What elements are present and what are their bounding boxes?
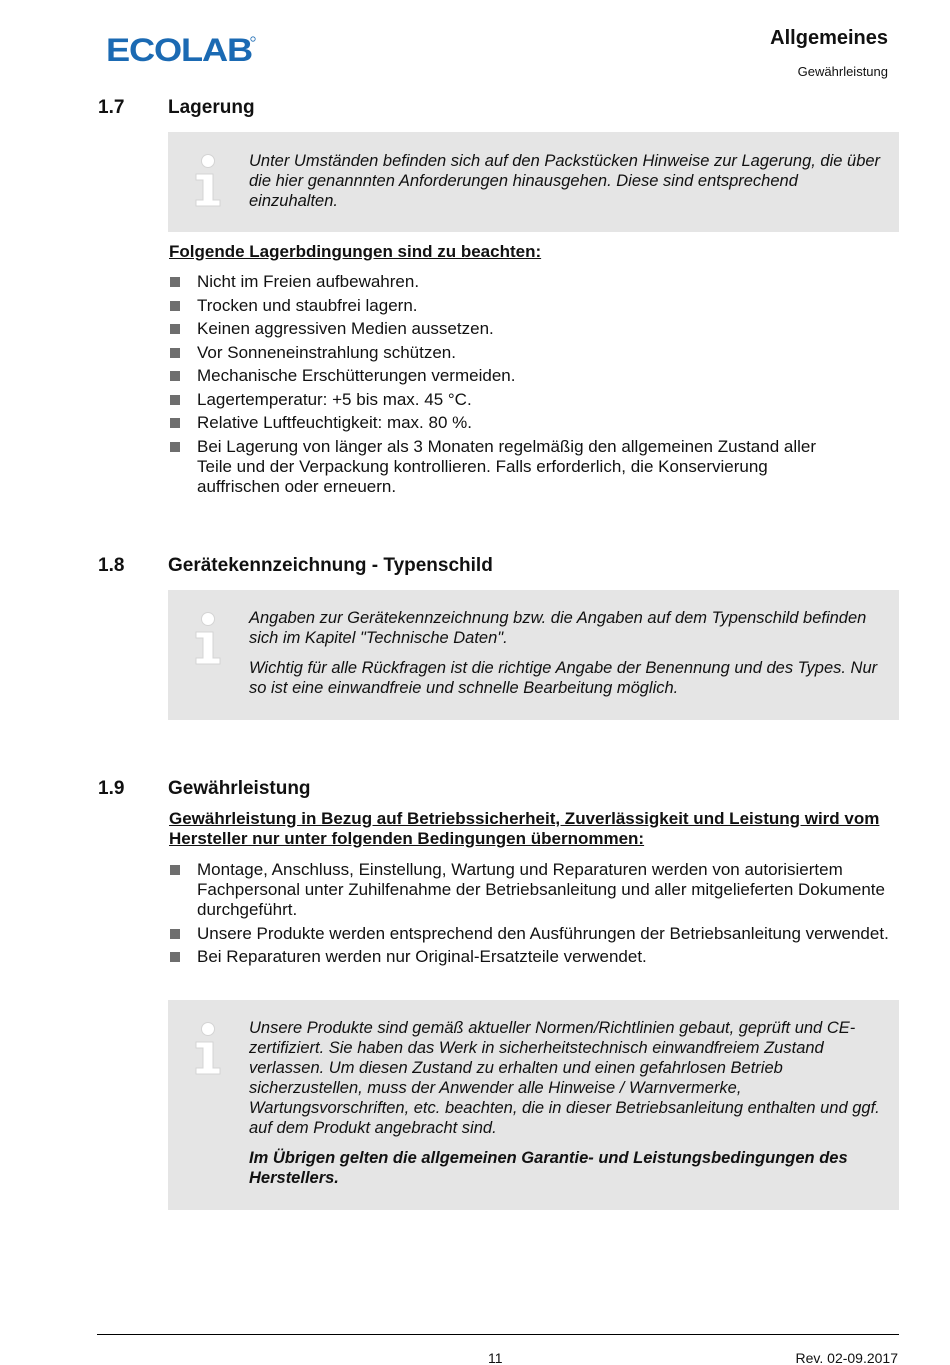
storage-conditions-list bbox=[169, 272, 895, 500]
list-item: Keinen aggressiven Medien aussetzen. bbox=[169, 319, 895, 339]
info-text bbox=[249, 1018, 883, 1188]
revision-label: Rev. 02-09.2017 bbox=[795, 1350, 898, 1365]
info-paragraph-bold: Im Übrigen gelten die allgemeinen Garantie- und Leistungsbedingungen des Herstellers. bbox=[249, 1149, 848, 1187]
info-icon bbox=[192, 152, 224, 208]
list-item: Unsere Produkte werden entsprechend den Ausführungen der Betriebsanleitung verwendet. bbox=[169, 924, 895, 944]
svg-text:ECOLAB: ECOLAB bbox=[106, 33, 252, 65]
ecolab-logo bbox=[106, 33, 256, 65]
footer-divider bbox=[97, 1334, 899, 1335]
square-bullet-icon bbox=[170, 277, 180, 287]
info-text bbox=[249, 608, 883, 698]
list-item: Montage, Anschluss, Einstellung, Wartung und Reparaturen werden von autorisiertem Fachpersonal unter Zuhilfenahme der Betriebsanleitung und aller mitgelieferten Dokumente durchgeführt. bbox=[169, 860, 895, 920]
square-bullet-icon bbox=[170, 952, 180, 962]
header-subtitle: Gewährleistung bbox=[797, 64, 888, 79]
list-item: Relative Luftfeuchtigkeit: max. 80 %. bbox=[169, 413, 895, 433]
storage-conditions-heading: Folgende Lagerbdingungen sind zu beachten: bbox=[169, 242, 542, 261]
list-item: Vor Sonneneinstrahlung schützen. bbox=[169, 343, 895, 363]
square-bullet-icon bbox=[170, 395, 180, 405]
info-paragraph: Unsere Produkte sind gemäß aktueller Normen/Richtlinien gebaut, geprüft und CE-zertifiziert. Sie haben das Werk in sicherheitstechnisch einwandfreiem Zustand verlassen. Um diesen Zustand zu erhalten und einen gefahrlosen Betrieb sicherzustellen, muss der Anwender alle Hinweise / Warnvermerke, Wartungsvorschriften, etc. beachten, die in dieser Betriebsanleitung enthalten und ggf. auf dem Produkt angebracht sind. bbox=[249, 1019, 880, 1137]
list-item: Lagertemperatur: +5 bis max. 45 °C. bbox=[169, 390, 895, 410]
info-box-storage bbox=[168, 132, 899, 232]
section-number: 1.9 bbox=[98, 778, 125, 799]
header-title: Allgemeines bbox=[770, 27, 888, 49]
section-title: Gerätekennzeichnung - Typenschild bbox=[168, 555, 493, 576]
section-number: 1.8 bbox=[98, 555, 125, 576]
info-paragraph: Wichtig für alle Rückfragen ist die richtige Angabe der Benennung und des Types. Nur so ist eine einwandfreie und schnelle Bearbeitung möglich. bbox=[249, 659, 878, 697]
square-bullet-icon bbox=[170, 442, 180, 452]
section-title: Lagerung bbox=[168, 97, 255, 118]
info-icon bbox=[192, 1020, 224, 1076]
info-text bbox=[249, 151, 883, 211]
list-item: Bei Reparaturen werden nur Original-Ersatzteile verwendet. bbox=[169, 947, 895, 967]
square-bullet-icon bbox=[170, 324, 180, 334]
info-box-type-plate bbox=[168, 590, 899, 720]
warranty-conditions-heading: Gewährleistung in Bezug auf Betriebssicherheit, Zuverlässigkeit und Leistung wird vom Hersteller nur unter folgenden Bedingungen übernommen: bbox=[169, 809, 880, 848]
info-icon bbox=[192, 610, 224, 666]
info-paragraph: Unter Umständen befinden sich auf den Packstücken Hinweise zur Lagerung, die über die hier genannnten Anforderungen hinausgehen. Diese sind entsprechend einzuhalten. bbox=[249, 152, 881, 210]
list-item: Trocken und staubfrei lagern. bbox=[169, 296, 895, 316]
section-title: Gewährleistung bbox=[168, 778, 311, 799]
info-paragraph: Angaben zur Gerätekennzeichnung bzw. die Angaben auf dem Typenschild befinden sich im Kapitel "Technische Daten". bbox=[249, 609, 867, 647]
list-item: Mechanische Erschütterungen vermeiden. bbox=[169, 366, 895, 386]
page-number: 11 bbox=[488, 1350, 503, 1365]
list-item: Bei Lagerung von länger als 3 Monaten regelmäßig den allgemeinen Zustand aller Teile und der Verpackung kontrollieren. Falls erforderlich, die Konservierung auffrischen oder erneuern. bbox=[169, 437, 895, 497]
square-bullet-icon bbox=[170, 301, 180, 311]
square-bullet-icon bbox=[170, 371, 180, 381]
square-bullet-icon bbox=[170, 418, 180, 428]
section-number: 1.7 bbox=[98, 97, 125, 118]
list-item: Nicht im Freien aufbewahren. bbox=[169, 272, 895, 292]
square-bullet-icon bbox=[170, 865, 180, 875]
square-bullet-icon bbox=[170, 929, 180, 939]
warranty-conditions-list bbox=[169, 860, 895, 971]
square-bullet-icon bbox=[170, 348, 180, 358]
info-box-warranty bbox=[168, 1000, 899, 1210]
